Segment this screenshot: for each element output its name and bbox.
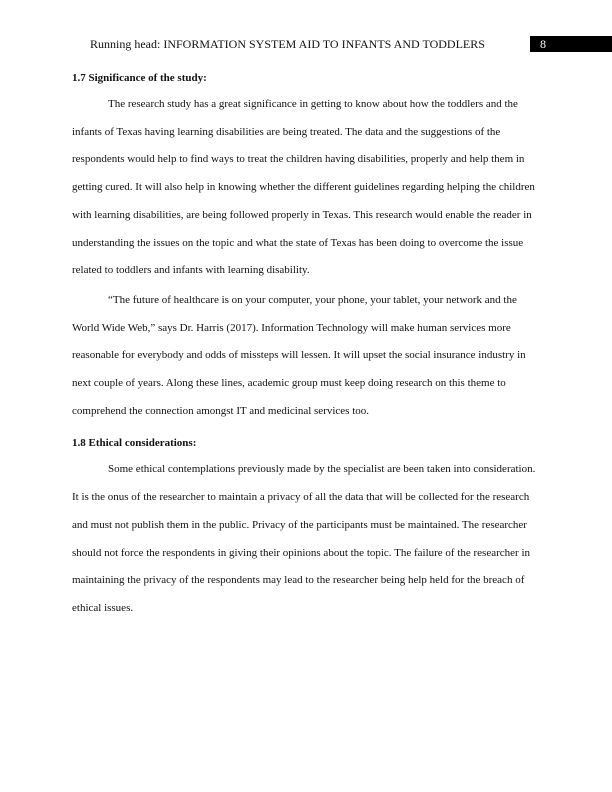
paragraph-healthcare-quote: “The future of healthcare is on your computer, your phone, your tablet, your network and the World Wide Web,” says Dr. Harris (2017). Information Technology will make human services more reasonable for everybody and odds of missteps will lessen. It will upset the social insurance industry in next couple of years. Along these lines, academic group must keep doing research on this theme to comprehend the connection amongst IT and medicinal services too. bbox=[72, 293, 526, 417]
paragraph-ethical: Some ethical contemplations previously made by the specialist are been taken into consideration. It is the onus of the researcher to maintain a privacy of all the data that will be collected for the research and must not publish them in the public. Privacy of the participants must be maintained. The researcher should not force the respondents in giving their opinions about the topic. The failure of the researcher in maintaining the privacy of the respondents may lead to the researcher being help held for the breach of ethical issues. bbox=[72, 463, 536, 614]
section-heading-significance: 1.7 Significance of the study: bbox=[72, 72, 207, 84]
document-body bbox=[72, 69, 542, 623]
page-header bbox=[0, 36, 612, 52]
section-heading-ethical: 1.8 Ethical considerations: bbox=[72, 437, 197, 450]
paragraph-significance: The research study has a great significance in getting to know about how the toddlers and the infants of Texas having learning disabilities are being treated. The data and the suggestions of the respondents would help to find ways to treat the children having disabilities, properly and help them in getting cured. It will also help in knowing whether the different guidelines regarding helping the children with learning disabilities, are being followed properly in Texas. This research would enable the reader in understanding the issues on the topic and what the state of Texas has been doing to overcome the issue related to toddlers and infants with learning disability. bbox=[72, 98, 535, 277]
page-number: 8 bbox=[530, 36, 612, 52]
running-head: Running head: INFORMATION SYSTEM AID TO INFANTS AND TODDLERS bbox=[90, 37, 485, 51]
